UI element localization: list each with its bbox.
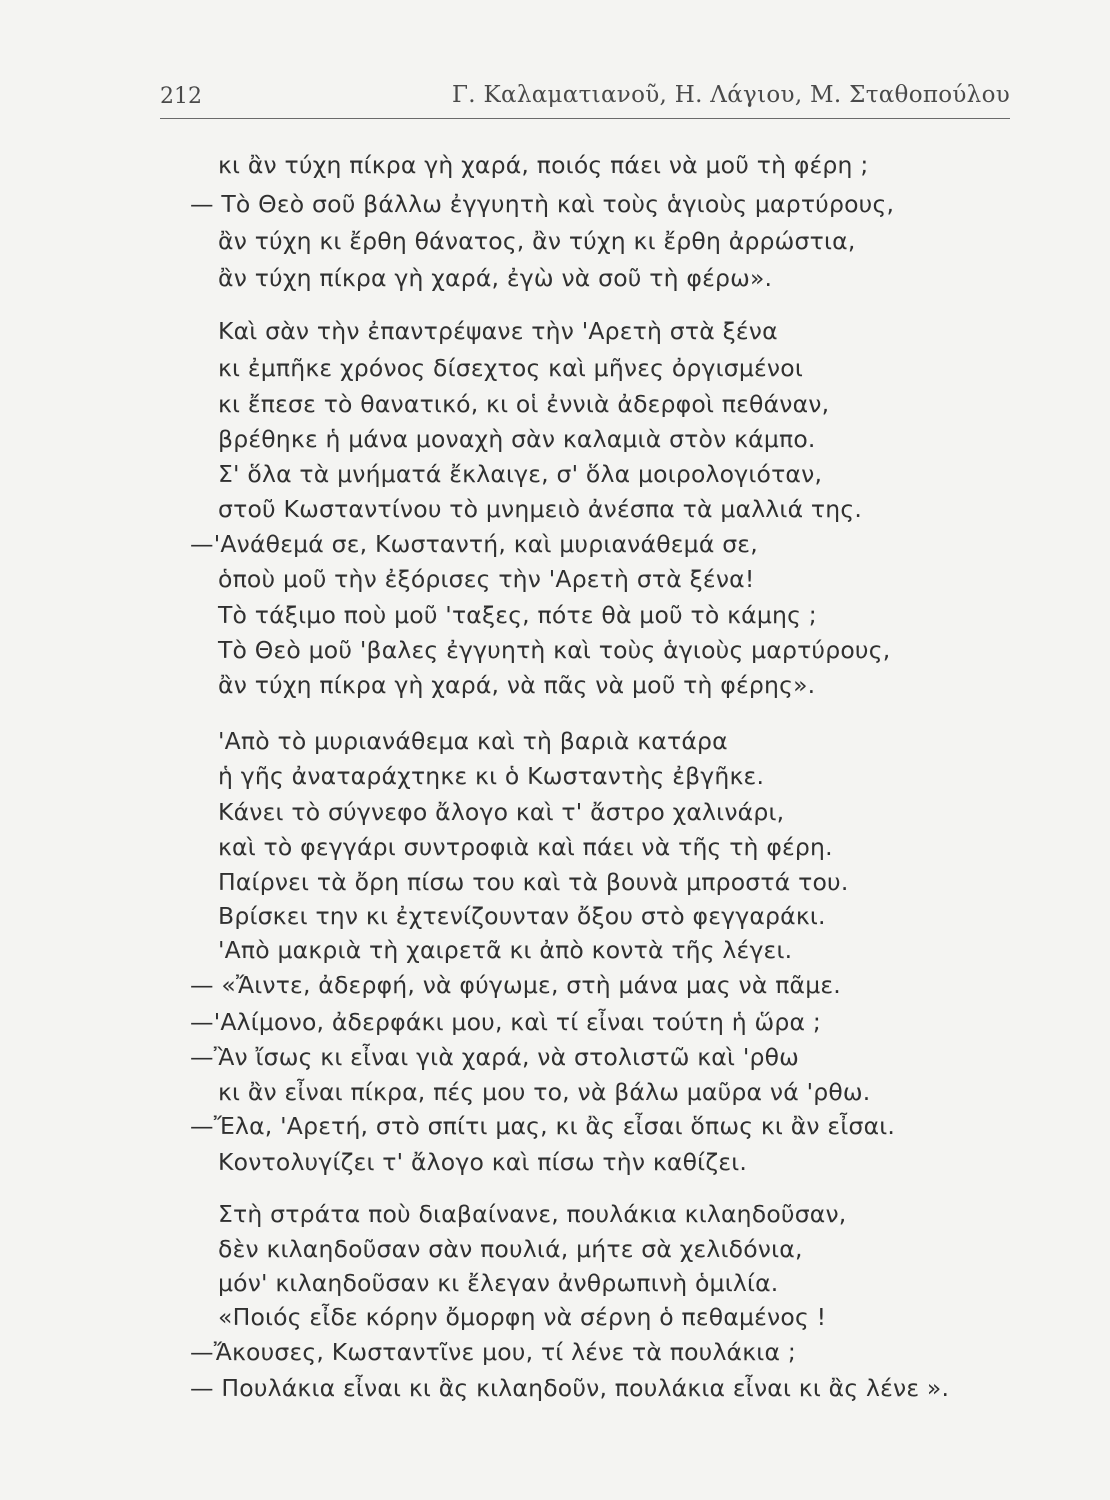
poem-line: ὁποὺ μοῦ τὴν ἐξόρισες τὴν 'Αρετὴ στὰ ξένα! [218,565,755,593]
poem-line: μόν' κιλαηδοῦσαν κι ἔλεγαν ἀνθρωπινὴ ὁμιλία. [218,1269,779,1297]
poem-line: ἂν τύχη πίκρα γὴ χαρά, νὰ πᾶς νὰ μοῦ τὴ φέρης». [218,671,816,699]
poem-line: Καὶ σὰν τὴν ἐπαντρέψανε τὴν 'Αρετὴ στὰ ξένα [218,317,778,345]
poem-line: 'Απὸ μακριὰ τὴ χαιρετᾶ κι ἀπὸ κοντὰ τῆς λέγει. [218,936,793,964]
poem-line: κι ἐμπῆκε χρόνος δίσεχτος καὶ μῆνες ὀργισμένοι [218,354,803,382]
poem-line: —Ἄκουσες, Κωσταντῖνε μου, τί λένε τὰ πουλάκια ; [190,1338,796,1366]
poem-line: Βρίσκει την κι ἐχτενίζουνταν ὄξου στὸ φεγγαράκι. [218,902,826,930]
poem-line: καὶ τὸ φεγγάρι συντροφιὰ καὶ πάει νὰ τῆς τὴ φέρη. [218,833,833,861]
poem-line: Στὴ στράτα ποὺ διαβαίνανε, πουλάκια κιλαηδοῦσαν, [218,1200,847,1228]
poem-line: Τὸ τάξιμο ποὺ μοῦ 'ταξες, πότε θὰ μοῦ τὸ κάμης ; [218,601,817,629]
poem-line: — Τὸ Θεὸ σοῦ βάλλω ἐγγυητὴ καὶ τοὺς ἁγιοὺς μαρτύρους, [190,190,895,218]
poem-line: Παίρνει τὰ ὄρη πίσω του καὶ τὰ βουνὰ μπροστά του. [218,868,849,896]
poem-line: κι ἂν εἶναι πίκρα, πές μου το, νὰ βάλω μαῦρα νά 'ρθω. [218,1078,871,1106]
poem-line: —'Ανάθεμά σε, Κωσταντή, καὶ μυριανάθεμά σε, [190,530,758,558]
poem-line: Σ' ὅλα τὰ μνήματά ἔκλαιγε, σ' ὅλα μοιρολογιόταν, [218,460,823,488]
poem-line: στοῦ Κωσταντίνου τὸ μνημειὸ ἀνέσπα τὰ μαλλιά της. [218,495,863,523]
poem-line: ἡ γῆς ἀναταράχτηκε κι ὁ Κωσταντὴς ἐβγῆκε. [218,762,765,790]
poem-line: βρέθηκε ἡ μάνα μοναχὴ σὰν καλαμιὰ στὸν κάμπο. [218,425,816,453]
poem-line: «Ποιός εἶδε κόρην ὄμορφη νὰ σέρνη ὁ πεθαμένος ! [218,1303,827,1331]
header-authors: Γ. Καλαματιανοῦ, Η. Λάγιου, Μ. Σταθοπούλου [452,82,1010,108]
page-number: 212 [160,84,202,109]
poem-line: — «Ἄιντε, ἀδερφή, νὰ φύγωμε, στὴ μάνα μας νὰ πᾶμε. [190,971,841,999]
poem-line: κι ἔπεσε τὸ θανατικό, κι οἱ ἐννιὰ ἀδερφοὶ πεθάναν, [218,390,830,418]
poem-line: Κοντολυγίζει τ' ἄλογο καὶ πίσω τὴν καθίζει. [218,1148,748,1176]
poem-line: —Ἔλα, 'Αρετή, στὸ σπίτι μας, κι ἂς εἶσαι ὅπως κι ἂν εἶσαι. [190,1112,896,1140]
poem-line: —Ἂν ἴσως κι εἶναι γιὰ χαρά, νὰ στολιστῶ καὶ 'ρθω [190,1043,800,1071]
poem-line: δὲν κιλαηδοῦσαν σὰν πουλιά, μήτε σὰ χελιδόνια, [218,1235,803,1263]
poem-line: ἂν τύχη κι ἔρθη θάνατος, ἂν τύχη κι ἔρθη ἀρρώστια, [218,227,856,255]
poem-line: κι ἂν τύχη πίκρα γὴ χαρά, ποιός πάει νὰ μοῦ τὴ φέρη ; [218,151,869,179]
running-header [160,78,1010,119]
poem-line: —'Αλίμονο, ἀδερφάκι μου, καὶ τί εἶναι τούτη ἡ ὥρα ; [190,1008,821,1036]
poem-line: Κάνει τὸ σύγνεφο ἄλογο καὶ τ' ἄστρο χαλινάρι, [218,798,785,826]
poem-line: ἂν τύχη πίκρα γὴ χαρά, ἐγὼ νὰ σοῦ τὴ φέρω». [218,264,773,292]
poem-line: 'Απὸ τὸ μυριανάθεμα καὶ τὴ βαριὰ κατάρα [218,727,728,755]
poem-line: Τὸ Θεὸ μοῦ 'βαλες ἐγγυητὴ καὶ τοὺς ἁγιοὺς μαρτύρους, [218,636,891,664]
poem-line: — Πουλάκια εἶναι κι ἂς κιλαηδοῦν, πουλάκια εἶναι κι ἂς λένε ». [190,1374,950,1402]
